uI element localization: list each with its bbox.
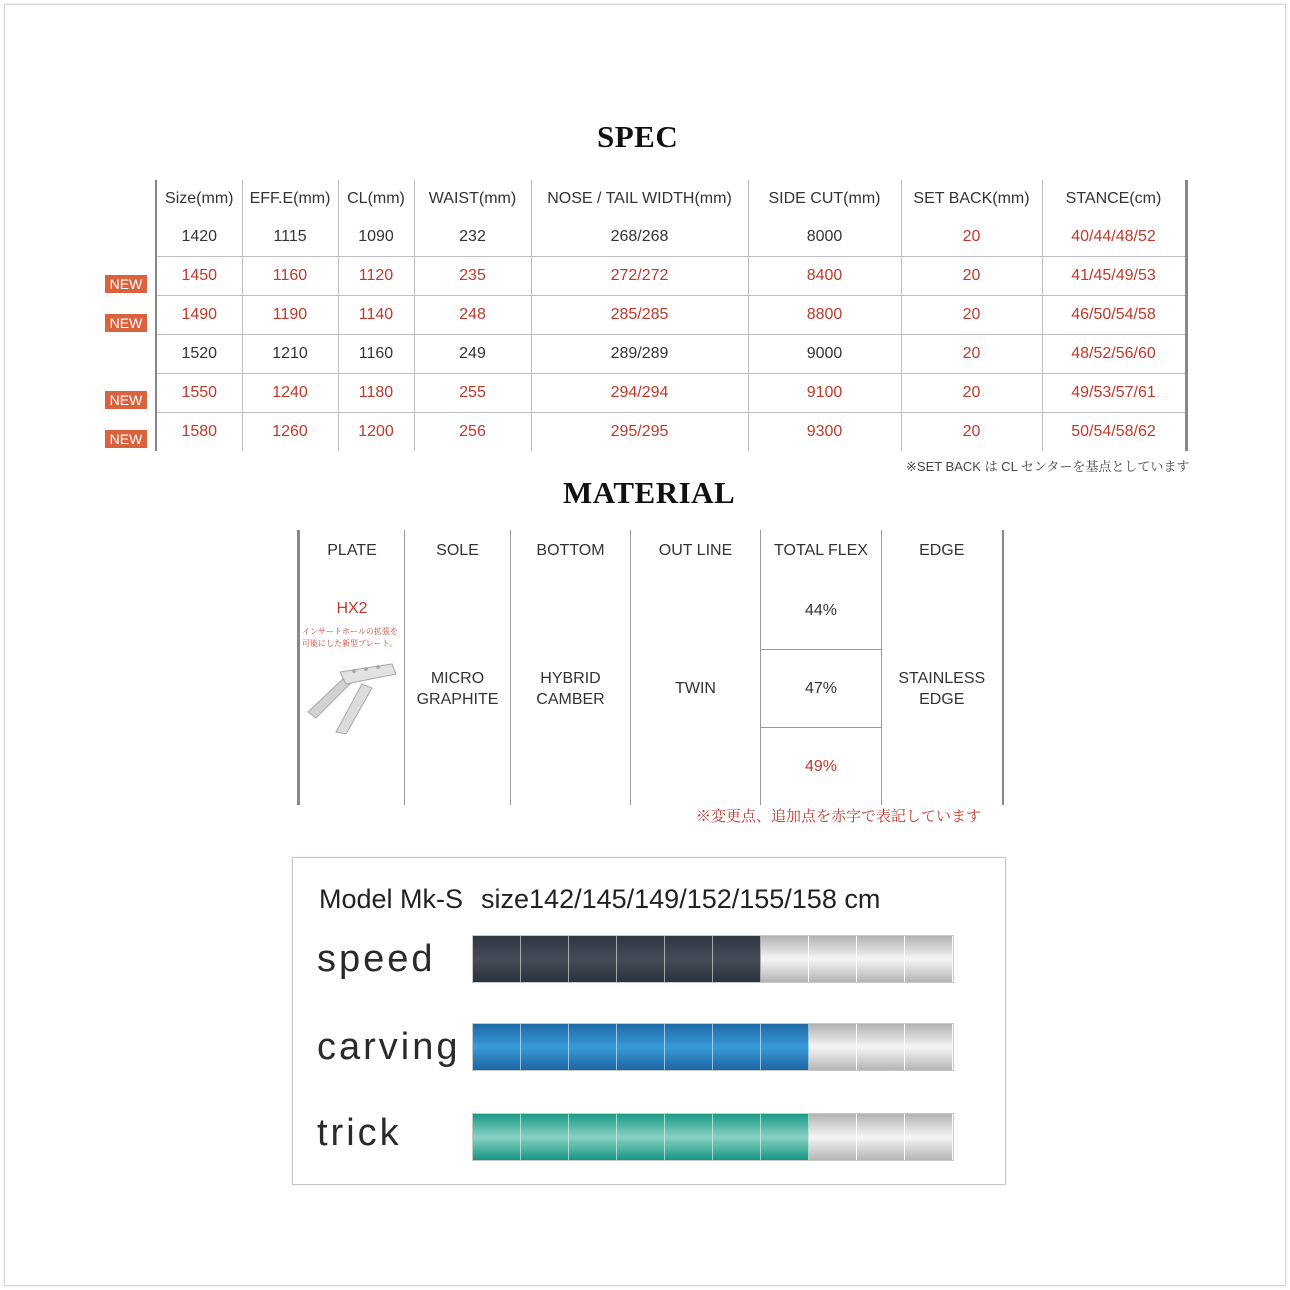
spec-cell: 249	[414, 335, 531, 374]
spec-row	[156, 413, 1186, 452]
flex-value: 44%	[761, 572, 882, 650]
spec-cell: 20	[901, 374, 1042, 413]
bar-segment-empty	[905, 1114, 953, 1160]
bar-segment-filled	[665, 1114, 713, 1160]
bar-segment-empty	[761, 936, 809, 982]
new-badge: NEW	[105, 391, 147, 409]
outline-cell	[631, 572, 761, 805]
spec-cell: 8000	[748, 218, 901, 257]
rating-bar-trick	[472, 1113, 954, 1161]
sole-cell	[405, 572, 511, 805]
col-set-back: SET BACK(mm)	[901, 180, 1042, 218]
bar-segment-filled	[761, 1024, 809, 1070]
plate-cell	[299, 572, 405, 805]
spec-cell: 41/45/49/53	[1042, 257, 1186, 296]
spec-table	[155, 180, 1188, 451]
spec-cell: 20	[901, 413, 1042, 452]
plate-description: インサートホールの拡張を可能にした新型プレート。	[302, 627, 398, 648]
spec-cell: 8400	[748, 257, 901, 296]
bar-segment-filled	[665, 1024, 713, 1070]
spec-cell: 256	[414, 413, 531, 452]
bar-segment-filled	[713, 1024, 761, 1070]
spec-cell: 1490	[156, 296, 242, 335]
spec-cell: 1115	[242, 218, 338, 257]
col-bottom: BOTTOM	[511, 530, 631, 572]
bar-segment-empty	[857, 1114, 905, 1160]
col-sole: SOLE	[405, 530, 511, 572]
spec-cell: 1450	[156, 257, 242, 296]
bar-segment-filled	[713, 1114, 761, 1160]
bar-segment-filled	[473, 1024, 521, 1070]
col-side-cut: SIDE CUT(mm)	[748, 180, 901, 218]
bar-segment-empty	[809, 1024, 857, 1070]
spec-header-row	[156, 180, 1186, 218]
spec-cell: 46/50/54/58	[1042, 296, 1186, 335]
material-heading: MATERIAL	[563, 475, 736, 510]
rating-label-carving: carving	[317, 1026, 461, 1068]
spec-cell: 1140	[338, 296, 414, 335]
bar-segment-empty	[809, 1114, 857, 1160]
spec-cell: 1160	[338, 335, 414, 374]
spec-cell: 1160	[242, 257, 338, 296]
col-stance: STANCE(cm)	[1042, 180, 1186, 218]
spec-row	[156, 296, 1186, 335]
bar-segment-filled	[617, 936, 665, 982]
new-badge: NEW	[105, 430, 147, 448]
material-table	[297, 530, 1004, 805]
bar-segment-filled	[713, 936, 761, 982]
spec-cell: 49/53/57/61	[1042, 374, 1186, 413]
spec-cell: 248	[414, 296, 531, 335]
bar-segment-filled	[521, 1024, 569, 1070]
spec-cell: 20	[901, 257, 1042, 296]
spec-cell: 1240	[242, 374, 338, 413]
bottom-value: HYBRID CAMBER	[536, 669, 605, 708]
rating-bar-carving	[472, 1023, 954, 1071]
plate-image	[302, 654, 402, 734]
rating-bar-speed	[472, 935, 954, 983]
spec-cell: 235	[414, 257, 531, 296]
outline-value: TWIN	[675, 679, 716, 697]
spec-cell: 294/294	[531, 374, 748, 413]
bar-segment-filled	[761, 1114, 809, 1160]
spec-cell: 48/52/56/60	[1042, 335, 1186, 374]
spec-cell: 50/54/58/62	[1042, 413, 1186, 452]
col-cl: CL(mm)	[338, 180, 414, 218]
spec-cell: 289/289	[531, 335, 748, 374]
new-badge: NEW	[105, 275, 147, 293]
rating-label-trick: trick	[317, 1112, 402, 1154]
bar-segment-empty	[857, 1024, 905, 1070]
bar-segment-filled	[521, 936, 569, 982]
spec-cell: 268/268	[531, 218, 748, 257]
sole-value: MICRO GRAPHITE	[416, 669, 499, 708]
spec-cell: 1520	[156, 335, 242, 374]
spec-cell: 9100	[748, 374, 901, 413]
spec-cell: 295/295	[531, 413, 748, 452]
spec-cell: 285/285	[531, 296, 748, 335]
bar-segment-empty	[905, 936, 953, 982]
col-outline: OUT LINE	[631, 530, 761, 572]
spec-cell: 20	[901, 218, 1042, 257]
plate-code: HX2	[336, 600, 368, 617]
bottom-cell	[511, 572, 631, 805]
spec-cell: 272/272	[531, 257, 748, 296]
spec-cell: 20	[901, 296, 1042, 335]
change-note: ※変更点、追加点を赤字で表記しています	[696, 808, 982, 825]
col-plate: PLATE	[299, 530, 405, 572]
bar-segment-empty	[809, 936, 857, 982]
spec-row	[156, 335, 1186, 374]
spec-cell: 20	[901, 335, 1042, 374]
flex-value: 49%	[761, 728, 882, 806]
col-eff-edge: EFF.E(mm)	[242, 180, 338, 218]
bar-segment-empty	[905, 1024, 953, 1070]
bar-segment-filled	[569, 1114, 617, 1160]
spec-row	[156, 218, 1186, 257]
bar-segment-filled	[473, 936, 521, 982]
spec-cell: 1180	[338, 374, 414, 413]
rating-panel	[292, 857, 1006, 1185]
spec-cell: 9000	[748, 335, 901, 374]
spec-row	[156, 374, 1186, 413]
spec-cell: 1420	[156, 218, 242, 257]
bar-segment-filled	[473, 1114, 521, 1160]
spec-cell: 255	[414, 374, 531, 413]
rating-label-speed: speed	[317, 938, 436, 980]
col-size: Size(mm)	[156, 180, 242, 218]
flex-value: 47%	[761, 650, 882, 728]
edge-cell	[882, 572, 1003, 805]
spec-cell: 1190	[242, 296, 338, 335]
spec-row	[156, 257, 1186, 296]
col-total-flex: TOTAL FLEX	[761, 530, 882, 572]
setback-note: ※SET BACK は CL センターを基点としています	[906, 459, 1190, 474]
spec-cell: 1210	[242, 335, 338, 374]
spec-cell: 1200	[338, 413, 414, 452]
spec-cell: 1090	[338, 218, 414, 257]
spec-cell: 232	[414, 218, 531, 257]
bar-segment-filled	[617, 1114, 665, 1160]
new-badge: NEW	[105, 314, 147, 332]
bar-segment-empty	[857, 936, 905, 982]
col-edge: EDGE	[882, 530, 1003, 572]
col-nose-tail: NOSE / TAIL WIDTH(mm)	[531, 180, 748, 218]
model-sizes: size142/145/149/152/155/158 cm	[481, 884, 881, 914]
spec-cell: 1550	[156, 374, 242, 413]
spec-cell: 1120	[338, 257, 414, 296]
bar-segment-filled	[569, 936, 617, 982]
spec-cell: 9300	[748, 413, 901, 452]
spec-cell: 1580	[156, 413, 242, 452]
spec-cell: 40/44/48/52	[1042, 218, 1186, 257]
model-line	[319, 884, 880, 915]
model-name: Model Mk-S	[319, 884, 464, 914]
spec-cell: 8800	[748, 296, 901, 335]
edge-value: STAINLESS EDGE	[898, 669, 986, 708]
bar-segment-filled	[665, 936, 713, 982]
bar-segment-filled	[617, 1024, 665, 1070]
col-waist: WAIST(mm)	[414, 180, 531, 218]
spec-cell: 1260	[242, 413, 338, 452]
bar-segment-filled	[569, 1024, 617, 1070]
bar-segment-filled	[521, 1114, 569, 1160]
spec-heading: SPEC	[597, 119, 679, 154]
